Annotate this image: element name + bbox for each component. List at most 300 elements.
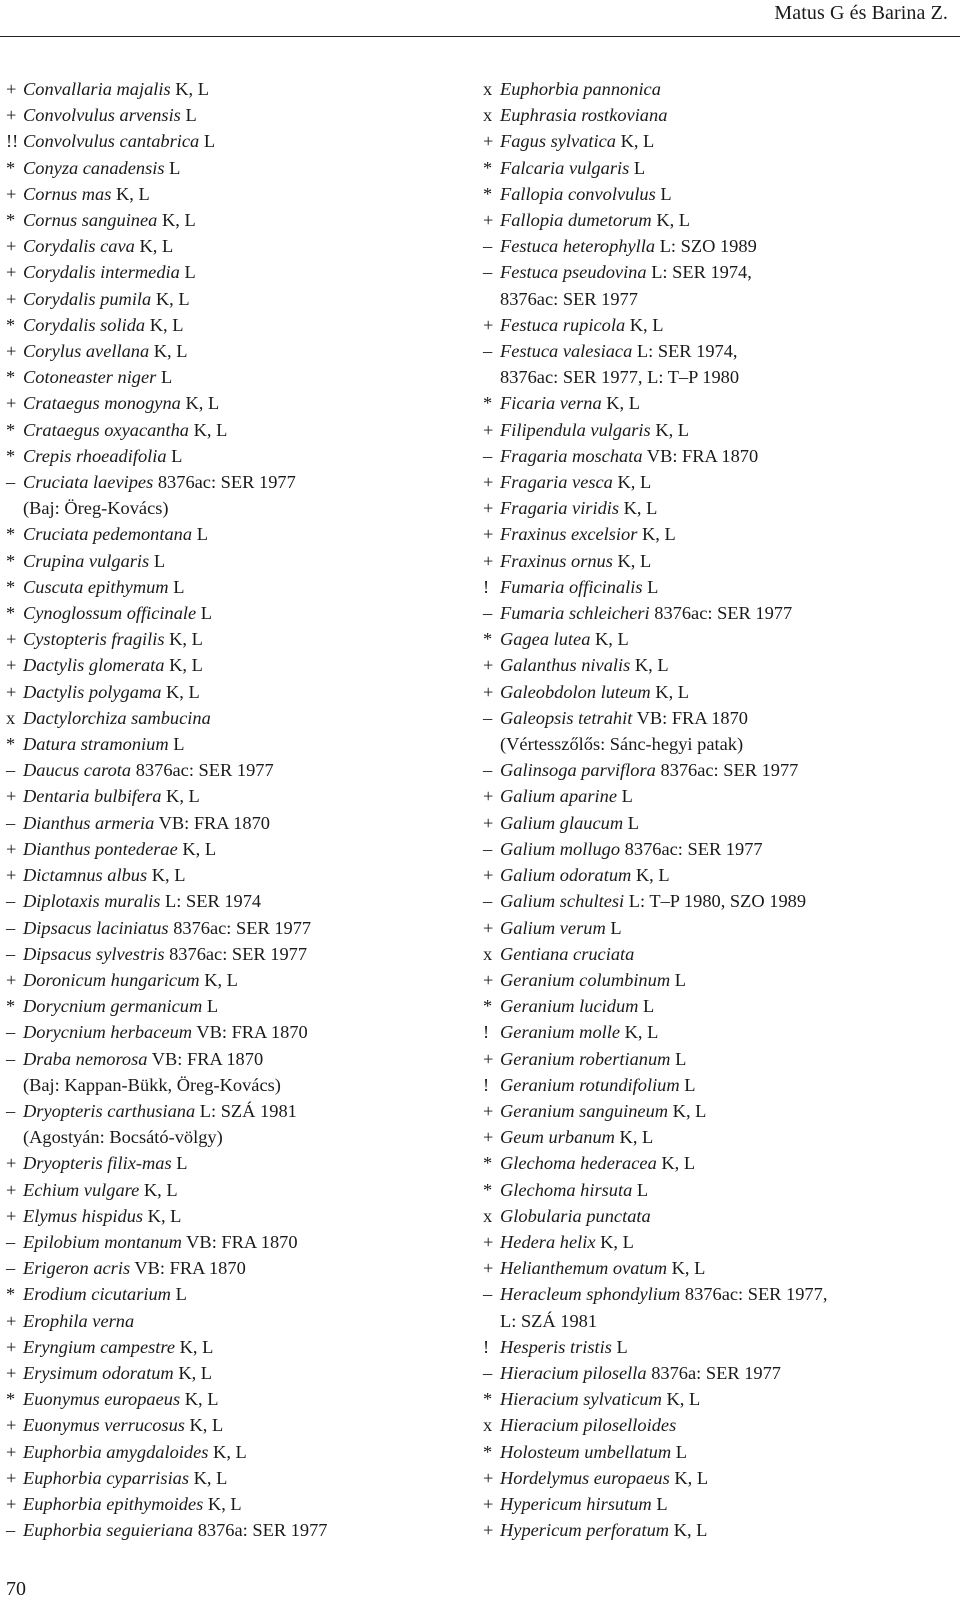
status-mark: + xyxy=(6,838,17,859)
list-item xyxy=(6,155,327,181)
status-mark: * xyxy=(6,550,16,571)
species-name: Festuca valesiaca xyxy=(500,341,633,362)
source-info: L xyxy=(184,262,196,283)
species-name: Helianthemum ovatum xyxy=(500,1258,668,1279)
species-name: Galeopsis tetrahit xyxy=(500,707,633,728)
source-info: L xyxy=(206,996,219,1017)
list-item xyxy=(483,810,827,836)
header-rule xyxy=(0,36,960,37)
source-info: VB: FRA 1870 xyxy=(158,812,270,833)
source-info: L xyxy=(185,105,197,126)
species-name: Dianthus armeria xyxy=(23,812,155,833)
species-name: Geranium rotundifolium xyxy=(500,1074,680,1095)
list-item xyxy=(6,1203,327,1229)
species-name: Falcaria vulgaris xyxy=(500,157,630,178)
source-info: K, L xyxy=(600,1231,634,1252)
status-mark: x xyxy=(6,707,16,728)
status-mark: – xyxy=(483,341,493,362)
list-item xyxy=(483,1412,827,1438)
status-mark: + xyxy=(6,79,17,99)
source-info: L xyxy=(616,1336,628,1357)
list-item xyxy=(6,443,327,469)
list-item xyxy=(483,1439,827,1465)
list-item xyxy=(6,1412,327,1438)
species-name: Cornus mas xyxy=(23,183,112,204)
source-info: K, L xyxy=(143,1179,178,1200)
source-info: L xyxy=(153,550,166,571)
list-item xyxy=(6,1386,327,1412)
list-item xyxy=(6,1334,327,1360)
list-item xyxy=(6,1229,327,1255)
list-item xyxy=(6,1019,327,1045)
locality-note: (Vértesszőlős: Sánc-hegyi patak) xyxy=(500,734,744,755)
species-name: Diplotaxis muralis xyxy=(23,891,161,912)
list-item xyxy=(6,993,327,1019)
list-item xyxy=(6,1255,327,1281)
status-mark: * xyxy=(6,576,16,597)
list-item xyxy=(483,1386,827,1412)
list-item xyxy=(6,836,327,862)
species-name: Eryngium campestre xyxy=(23,1336,176,1357)
status-mark: – xyxy=(483,891,493,912)
species-name: Cynoglossum officinale xyxy=(23,603,197,624)
source-info: L xyxy=(173,734,185,755)
source-info: K, L xyxy=(623,498,658,519)
status-mark: + xyxy=(483,550,494,571)
source-info: L xyxy=(633,157,646,178)
list-item xyxy=(483,390,827,416)
list-item xyxy=(6,679,327,705)
source-info: L xyxy=(627,812,639,833)
list-item xyxy=(483,1072,827,1098)
species-name: Corylus avellana xyxy=(23,341,150,362)
status-mark: + xyxy=(483,1258,494,1279)
species-name: Euphorbia cyparrisias xyxy=(23,1467,190,1488)
list-item xyxy=(483,679,827,705)
list-item xyxy=(6,705,327,731)
status-mark: * xyxy=(483,1441,493,1462)
status-mark: + xyxy=(6,1179,17,1200)
source-info: K, L xyxy=(672,1100,707,1121)
status-mark: – xyxy=(6,812,16,833)
status-mark: + xyxy=(6,786,17,807)
status-mark: + xyxy=(6,288,17,309)
status-mark: * xyxy=(6,314,16,335)
list-item xyxy=(483,521,827,547)
source-info: K, L xyxy=(169,629,203,650)
status-mark: + xyxy=(483,131,494,152)
source-info: L xyxy=(160,367,173,388)
source-info: L xyxy=(643,996,655,1017)
species-name: Galium glaucum xyxy=(500,812,624,833)
species-name: Fraxinus excelsior xyxy=(500,524,638,545)
species-name: Geranium sanguineum xyxy=(500,1100,669,1121)
species-name: Fagus sylvatica xyxy=(500,131,616,152)
source-info: 8376ac: SER 1977 xyxy=(135,760,274,781)
status-mark: + xyxy=(6,262,17,283)
status-mark: + xyxy=(483,865,494,886)
status-mark: x xyxy=(483,943,493,964)
source-info: K, L xyxy=(207,1493,242,1514)
source-info: K, L xyxy=(151,865,186,886)
status-mark: + xyxy=(483,1520,494,1541)
source-info: K, L xyxy=(161,210,196,231)
list-item xyxy=(483,574,827,600)
source-info: L xyxy=(636,1179,649,1200)
status-mark: – xyxy=(483,445,493,466)
list-item xyxy=(483,1098,827,1124)
status-mark: – xyxy=(483,262,493,283)
source-info: 8376ac: SER 1977 xyxy=(169,943,308,964)
species-name: Glechoma hederacea xyxy=(500,1153,657,1174)
source-info: K, L xyxy=(178,1362,213,1383)
source-info: L xyxy=(621,786,633,807)
species-list-left-column xyxy=(6,76,327,1543)
species-name: Fallopia dumetorum xyxy=(500,210,652,231)
status-mark: * xyxy=(6,157,16,178)
source-info: 8376ac: SER 1977 xyxy=(660,760,799,781)
status-mark: * xyxy=(6,996,16,1017)
status-mark: – xyxy=(6,917,16,938)
source-info: K, L xyxy=(116,183,150,204)
status-mark: * xyxy=(6,445,16,466)
list-item xyxy=(483,417,827,443)
species-name: Heracleum sphondylium xyxy=(500,1284,681,1305)
status-mark: * xyxy=(483,393,493,414)
status-mark: – xyxy=(483,1284,493,1305)
species-name: Fumaria officinalis xyxy=(500,576,643,597)
source-info: K, L xyxy=(617,550,652,571)
species-name: Geranium molle xyxy=(500,1022,621,1043)
list-item xyxy=(6,783,327,809)
status-mark: * xyxy=(6,603,16,624)
status-mark: + xyxy=(6,393,17,414)
status-mark: * xyxy=(6,210,16,231)
list-item xyxy=(6,417,327,443)
species-name: Crataegus oxyacantha xyxy=(23,419,190,440)
list-item xyxy=(6,967,327,993)
species-name: Euonymus europaeus xyxy=(23,1389,181,1410)
source-info: K, L xyxy=(204,969,238,990)
list-item xyxy=(6,941,327,967)
list-item xyxy=(6,1491,327,1517)
species-name: Cruciata laevipes xyxy=(23,472,154,493)
status-mark: – xyxy=(483,838,493,859)
list-item xyxy=(483,469,827,495)
species-name: Galinsoga parviflora xyxy=(500,760,656,781)
list-item xyxy=(483,1517,827,1543)
status-mark: – xyxy=(6,1022,16,1043)
status-mark: + xyxy=(6,1362,17,1383)
source-info: K, L xyxy=(629,314,664,335)
species-name: Fragaria viridis xyxy=(500,498,620,519)
species-name: Dianthus pontederae xyxy=(23,838,178,859)
status-mark: + xyxy=(483,314,494,335)
list-item xyxy=(6,652,327,678)
list-item xyxy=(6,1098,327,1124)
list-item xyxy=(6,207,327,233)
status-mark: + xyxy=(6,1415,17,1436)
species-name: Hieracium pilosella xyxy=(500,1362,647,1383)
source-info: K, L xyxy=(166,786,200,807)
species-name: Hordelymus europaeus xyxy=(500,1467,670,1488)
source-info: K, L xyxy=(642,524,676,545)
species-name: Galium odoratum xyxy=(500,865,632,886)
list-item-continuation xyxy=(6,1072,327,1098)
status-mark: + xyxy=(483,1493,494,1514)
source-info: 8376ac: SER 1977 xyxy=(173,917,312,938)
species-name: Epilobium montanum xyxy=(23,1231,182,1252)
species-name: Convallaria majalis xyxy=(23,79,171,99)
status-mark: ! xyxy=(483,576,490,597)
status-mark: – xyxy=(6,760,16,781)
species-name: Ficaria verna xyxy=(500,393,602,414)
source-info: K, L xyxy=(179,1336,214,1357)
species-name: Erophila verna xyxy=(23,1310,135,1331)
species-name: Doronicum hungaricum xyxy=(23,969,200,990)
list-item xyxy=(6,312,327,338)
list-item xyxy=(6,181,327,207)
list-item xyxy=(483,76,827,102)
source-info: K, L xyxy=(655,419,690,440)
source-info: VB: FRA 1870 xyxy=(196,1022,308,1043)
list-item xyxy=(6,259,327,285)
status-mark: + xyxy=(483,1127,494,1148)
source-info: K, L xyxy=(655,681,690,702)
source-info: L xyxy=(171,445,183,466)
source-info: VB: FRA 1870 xyxy=(151,1048,264,1069)
status-mark: * xyxy=(6,419,16,440)
species-name: Dactylorchiza sambucina xyxy=(23,707,211,728)
source-info: K, L xyxy=(624,1022,659,1043)
species-name: Erigeron acris xyxy=(23,1258,131,1279)
page-number: 70 xyxy=(6,1578,26,1600)
species-name: Cuscuta epithymum xyxy=(23,576,169,597)
species-name: Conyza canadensis xyxy=(23,157,165,178)
list-item xyxy=(483,155,827,181)
source-info: L xyxy=(176,1153,188,1174)
locality-note: 8376ac: SER 1977, L: T–P 1980 xyxy=(500,367,740,388)
species-name: Dentaria bulbifera xyxy=(23,786,162,807)
list-item-continuation xyxy=(6,495,327,521)
status-mark: + xyxy=(483,498,494,519)
list-item xyxy=(483,548,827,574)
list-item xyxy=(483,705,827,731)
list-item xyxy=(483,915,827,941)
species-list-right-column xyxy=(483,76,827,1543)
status-mark: + xyxy=(6,969,17,990)
status-mark: ! xyxy=(483,1336,490,1357)
list-item-continuation xyxy=(483,1308,827,1334)
species-name: Glechoma hirsuta xyxy=(500,1179,633,1200)
list-item xyxy=(6,128,327,154)
list-item xyxy=(6,1177,327,1203)
species-name: Elymus hispidus xyxy=(23,1205,144,1226)
list-item xyxy=(483,652,827,678)
list-item xyxy=(6,102,327,128)
status-mark: + xyxy=(6,1153,17,1174)
source-info: K, L xyxy=(666,1389,701,1410)
source-info: L: SER 1974 xyxy=(165,891,262,912)
list-item xyxy=(483,102,827,128)
list-item xyxy=(6,1517,327,1543)
list-item xyxy=(483,967,827,993)
list-item xyxy=(6,1150,327,1176)
status-mark: x xyxy=(483,105,493,126)
status-mark: + xyxy=(6,236,17,257)
source-info: 8376ac: SER 1977 xyxy=(624,838,763,859)
status-mark: + xyxy=(6,1493,17,1514)
source-info: K, L xyxy=(169,655,203,676)
status-mark: + xyxy=(483,1467,494,1488)
species-name: Geranium robertianum xyxy=(500,1048,671,1069)
list-item xyxy=(483,443,827,469)
species-name: Dorycnium herbaceum xyxy=(23,1022,193,1043)
source-info: L xyxy=(200,603,213,624)
list-item xyxy=(6,600,327,626)
source-info: K, L xyxy=(595,629,629,650)
species-name: Galium mollugo xyxy=(500,838,621,859)
list-item xyxy=(6,810,327,836)
list-item xyxy=(6,757,327,783)
list-item xyxy=(6,1046,327,1072)
source-info: K, L xyxy=(619,1127,654,1148)
status-mark: * xyxy=(6,524,16,545)
species-name: Hypericum hirsutum xyxy=(500,1493,652,1514)
species-name: Dactylis glomerata xyxy=(23,655,165,676)
list-item xyxy=(6,338,327,364)
status-mark: + xyxy=(6,1310,17,1331)
list-item xyxy=(483,1491,827,1517)
list-item xyxy=(483,1255,827,1281)
list-item xyxy=(6,521,327,547)
list-item xyxy=(6,286,327,312)
status-mark: x xyxy=(483,1415,493,1436)
species-name: Erysimum odoratum xyxy=(23,1362,174,1383)
source-info: L xyxy=(684,1074,696,1095)
list-item xyxy=(6,76,327,102)
species-name: Galium schultesi xyxy=(500,891,625,912)
list-item xyxy=(483,888,827,914)
list-item xyxy=(483,600,827,626)
status-mark: * xyxy=(483,1153,493,1174)
status-mark: – xyxy=(483,760,493,781)
source-info: K, L xyxy=(147,1205,182,1226)
source-info: K, L xyxy=(606,393,640,414)
species-name: Holosteum umbellatum xyxy=(500,1441,672,1462)
status-mark: – xyxy=(483,603,493,624)
status-mark: – xyxy=(6,1520,16,1541)
source-info: K, L xyxy=(189,1415,224,1436)
species-name: Euphrasia rostkoviana xyxy=(500,105,668,126)
status-mark: + xyxy=(483,524,494,545)
source-info: K, L xyxy=(175,79,209,99)
species-name: Dipsacus laciniatus xyxy=(23,917,169,938)
list-item xyxy=(483,312,827,338)
source-info: K, L xyxy=(620,131,655,152)
list-item-continuation xyxy=(6,1124,327,1150)
species-name: Festuca pseudovina xyxy=(500,262,647,283)
source-info: L xyxy=(169,157,181,178)
status-mark: ! xyxy=(483,1022,490,1043)
list-item xyxy=(483,862,827,888)
status-mark: * xyxy=(483,183,493,204)
source-info: VB: FRA 1870 xyxy=(646,445,759,466)
list-item xyxy=(6,548,327,574)
species-name: Galanthus nivalis xyxy=(500,655,631,676)
source-info: K, L xyxy=(184,1389,219,1410)
status-mark: + xyxy=(6,105,17,126)
source-info: 8376a: SER 1977 xyxy=(651,1362,781,1383)
status-mark: + xyxy=(6,183,17,204)
status-mark: * xyxy=(6,734,16,755)
source-info: K, L xyxy=(193,1467,228,1488)
list-item xyxy=(6,915,327,941)
source-info: L xyxy=(675,1048,687,1069)
species-name: Cystopteris fragilis xyxy=(23,629,165,650)
source-info: K, L xyxy=(673,1520,708,1541)
source-info: K, L xyxy=(185,393,220,414)
source-info: 8376ac: SER 1977, xyxy=(684,1284,828,1305)
species-name: Fallopia convolvulus xyxy=(500,183,656,204)
status-mark: * xyxy=(6,367,16,388)
running-header: Matus G és Barina Z. xyxy=(774,2,948,24)
list-item xyxy=(483,1360,827,1386)
species-name: Filipendula vulgaris xyxy=(500,419,651,440)
species-name: Crataegus monogyna xyxy=(23,393,181,414)
species-name: Fumaria schleicheri xyxy=(500,603,650,624)
species-name: Dictamnus albus xyxy=(23,865,148,886)
list-item xyxy=(6,862,327,888)
species-name: Corydalis cava xyxy=(23,236,135,257)
status-mark: – xyxy=(6,1048,16,1069)
list-item xyxy=(483,259,827,285)
list-item xyxy=(483,626,827,652)
status-mark: + xyxy=(483,472,494,493)
list-item xyxy=(6,626,327,652)
list-item xyxy=(483,1465,827,1491)
species-name: Fraxinus ornus xyxy=(500,550,613,571)
species-name: Echium vulgare xyxy=(23,1179,140,1200)
species-name: Draba nemorosa xyxy=(23,1048,148,1069)
list-item xyxy=(483,1150,827,1176)
species-name: Euphorbia seguieriana xyxy=(23,1520,194,1541)
source-info: L xyxy=(674,969,686,990)
list-item xyxy=(6,1465,327,1491)
status-mark: – xyxy=(483,236,493,257)
source-info: 8376ac: SER 1977 xyxy=(157,472,296,493)
list-item xyxy=(483,1229,827,1255)
status-mark: + xyxy=(483,655,494,676)
status-mark: – xyxy=(6,1258,16,1279)
source-info: L xyxy=(173,576,185,597)
source-info: L: SER 1974, xyxy=(651,262,752,283)
status-mark: + xyxy=(6,341,17,362)
status-mark: + xyxy=(483,969,494,990)
status-mark: + xyxy=(6,1467,17,1488)
species-name: Geranium lucidum xyxy=(500,996,639,1017)
list-item xyxy=(6,364,327,390)
status-mark: + xyxy=(483,1100,494,1121)
status-mark: * xyxy=(483,996,493,1017)
list-item xyxy=(483,1281,827,1307)
source-info: L xyxy=(196,524,208,545)
status-mark: x xyxy=(483,1205,493,1226)
source-info: K, L xyxy=(166,681,200,702)
species-name: Globularia punctata xyxy=(500,1205,651,1226)
species-name: Convolvulus arvensis xyxy=(23,105,181,126)
species-name: Galium verum xyxy=(500,917,606,938)
